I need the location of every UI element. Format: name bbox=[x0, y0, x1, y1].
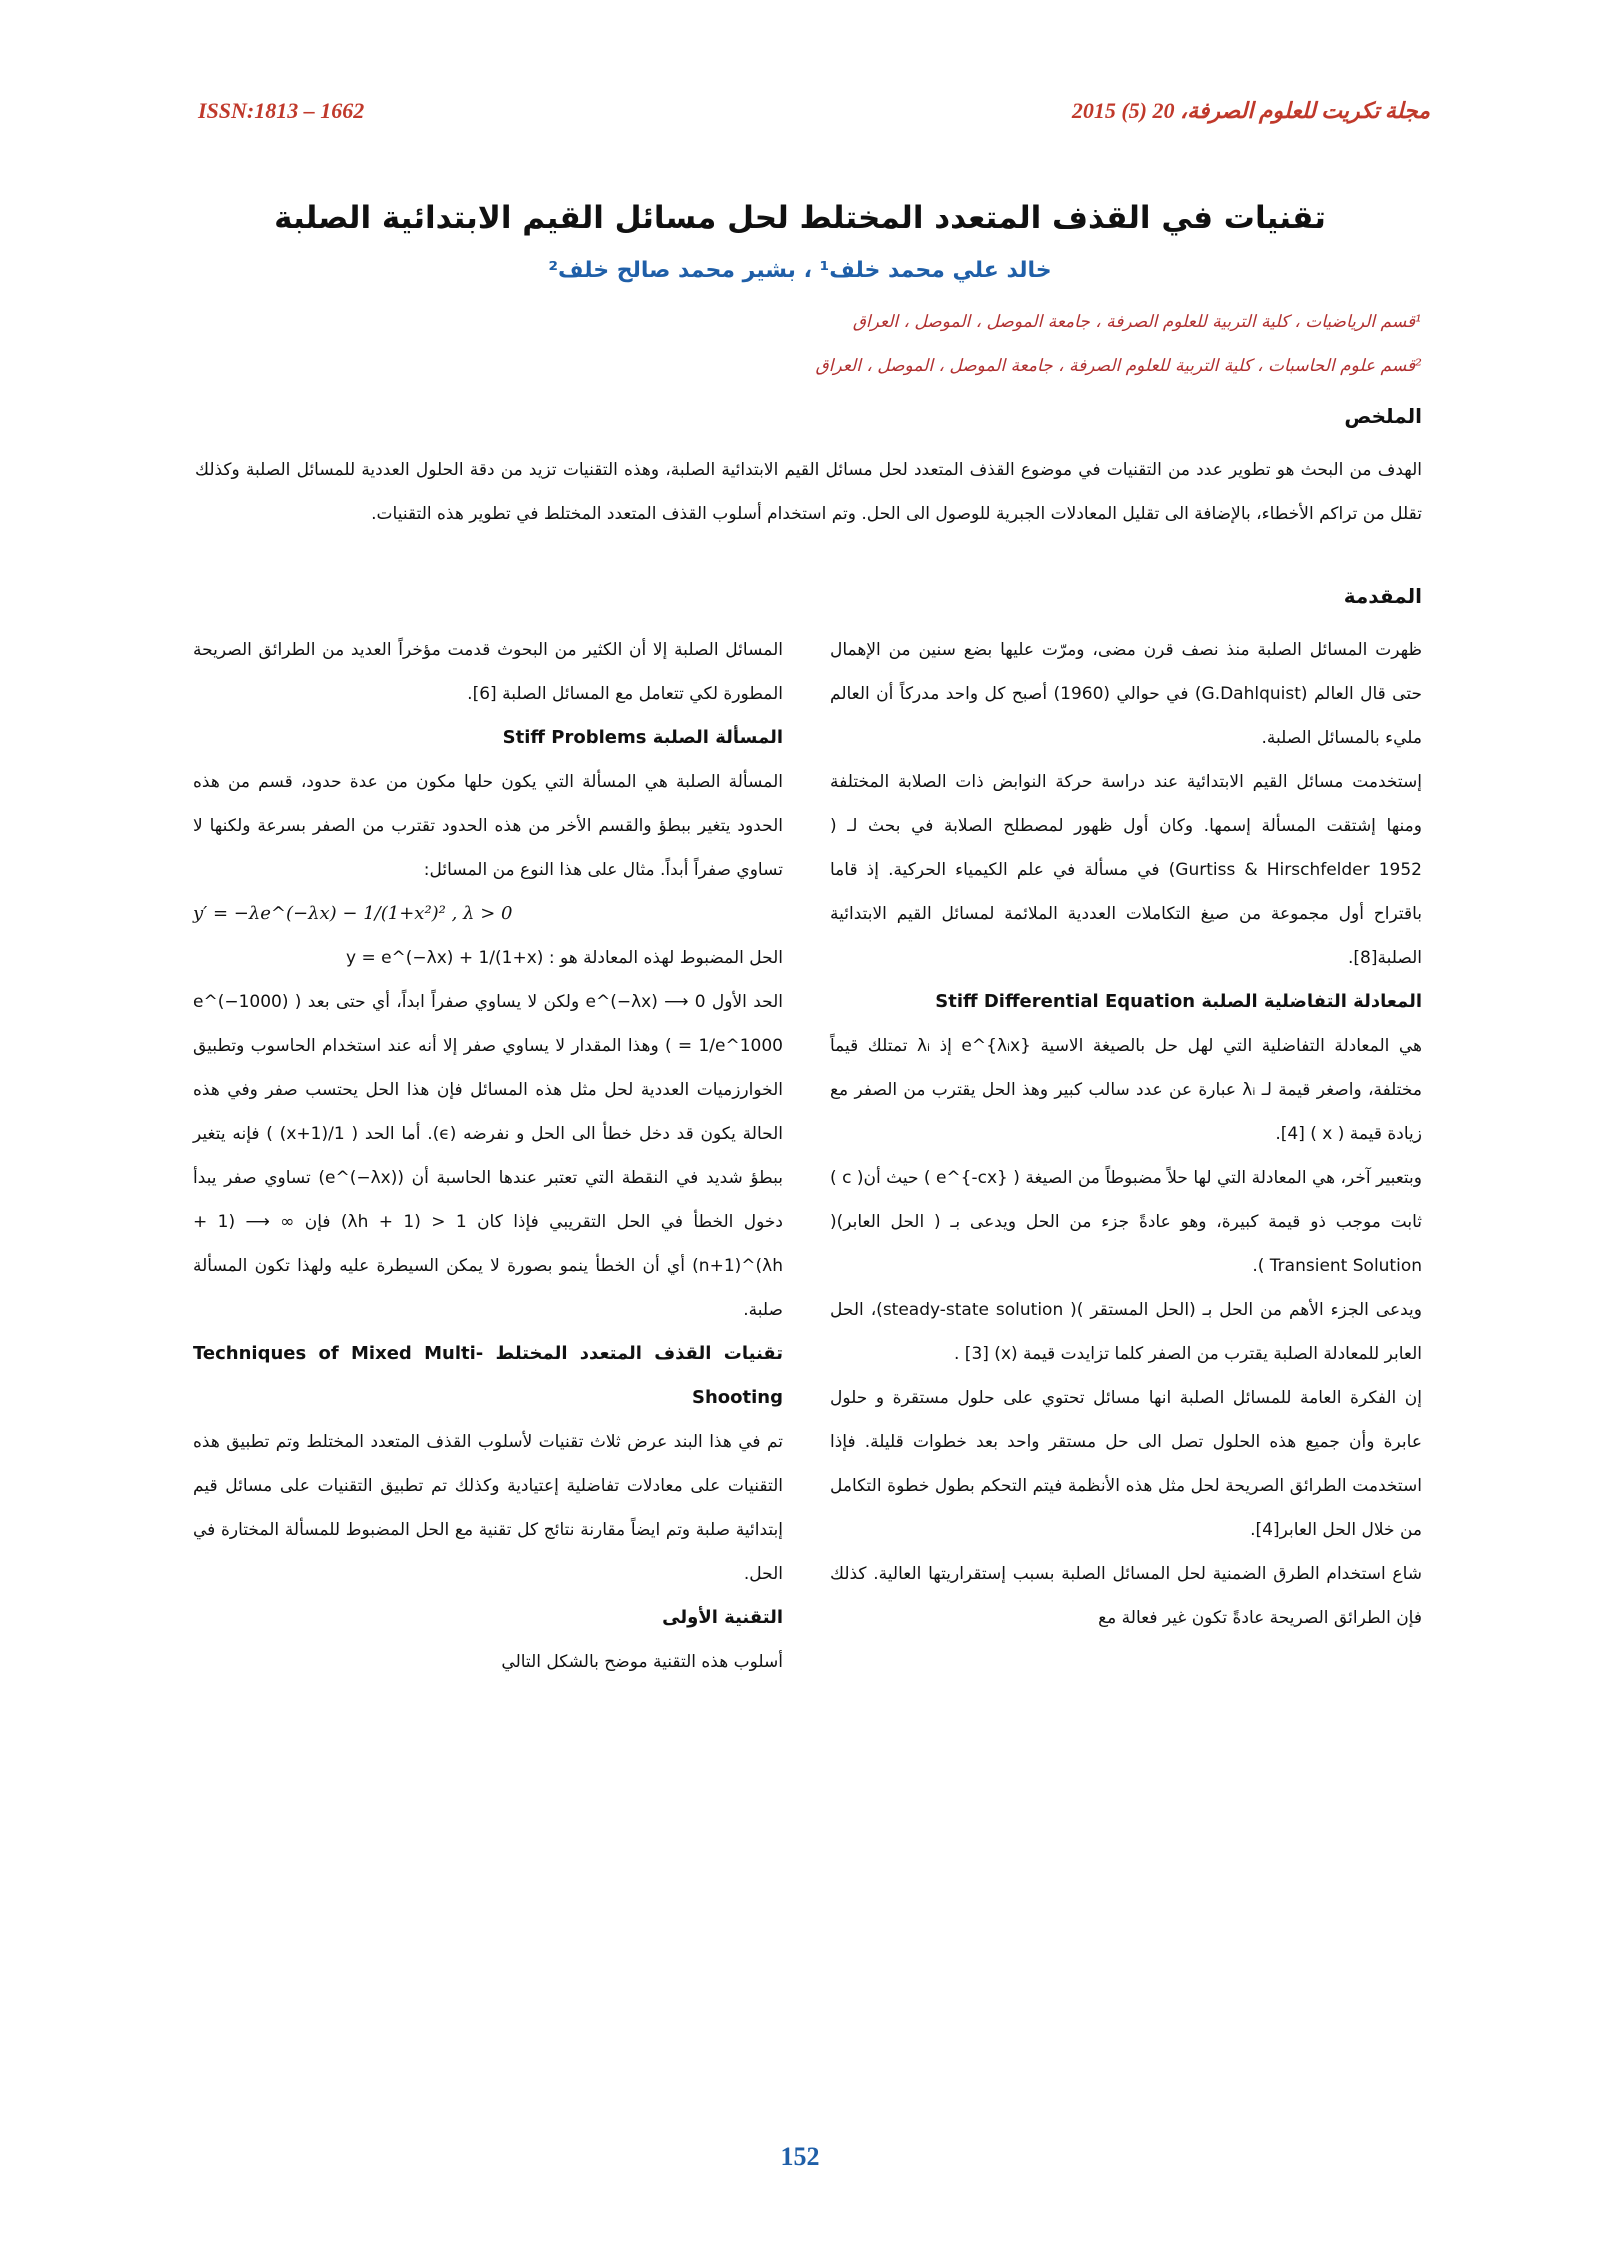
section-heading: تقنيات القذف المتعدد المختلط Techniques of Mixed Multi-Shooting bbox=[193, 1343, 784, 1408]
affiliation-1: ¹قسم الرياضيات ، كلية التربية للعلوم الصرفة ، جامعة الموصل ، الموصل ، العراق bbox=[852, 312, 1422, 332]
paragraph: إستخدمت مسائل القيم الابتدائية عند دراسة حركة النوابض ذات الصلابة المختلفة ومنها إشتقت المسألة إسمها. وكان أول ظهور لمصطلح الصلابة في بحث لـ ( Gurtiss & Hirschfelder 1952) في مسألة في علم الكيمياء الحركية. إذ قاما باقتراح أول مجموعة من صيغ التكاملات العددية الملائمة لمسائل القيم الابتدائية الصلبة[8]. bbox=[830, 772, 1422, 968]
equation: y′ = −λe^(−λx) − 1/(1+x²)² , λ > 0 bbox=[193, 903, 513, 924]
paragraph: الحل المضبوط لهذه المعادلة هو : y = e^(−λx) + 1/(1+x) bbox=[345, 948, 783, 968]
paper-title: تقنيات في القذف المتعدد المختلط لحل مسائل القيم الابتدائية الصلبة bbox=[274, 200, 1326, 236]
paragraph: ويدعى الجزء الأهم من الحل بـ (الحل المستقر )( steady-state solution)، الحل العابر للمعادلة الصلبة يقترب من الصفر كلما تزايدت قيمة (x) [3] . bbox=[830, 1300, 1422, 1364]
paragraph: هي المعادلة التفاضلية التي لهل حل بالصيغة الاسية e^{λᵢx} إذ λᵢ تمتلك قيماً مختلفة، واصغر قيمة لـ λᵢ عبارة عن عدد سالب كبير وهذ الحل يقترب من الصفر مع زيادة قيمة ( x ) [4]. bbox=[830, 1036, 1423, 1144]
left-column bbox=[193, 628, 783, 1684]
paragraph: ظهرت المسائل الصلبة منذ نصف قرن مضى، ومرّت عليها بضع سنين من الإهمال حتى قال العالم (G.Dahlquist) في حوالي (1960) أصبح كل واحد مدركاً أن العالم مليء بالمسائل الصلبة. bbox=[830, 640, 1422, 748]
paragraph: أسلوب هذه التقنية موضح بالشكل التالي bbox=[501, 1652, 783, 1672]
page-number: 152 bbox=[780, 2142, 820, 2171]
right-column bbox=[830, 628, 1422, 1640]
section-heading: المعادلة التفاضلية الصلبة Stiff Differential Equation bbox=[935, 991, 1422, 1012]
abstract-heading: الملخص bbox=[1344, 404, 1422, 428]
affiliation-2: ²قسم علوم الحاسبات ، كلية التربية للعلوم الصرفة ، جامعة الموصل ، الموصل ، العراق bbox=[815, 356, 1422, 376]
section-heading: التقنية الأولى bbox=[662, 1607, 783, 1628]
issn-header: ISSN:1813 – 1662 bbox=[198, 98, 365, 123]
paragraph: إن الفكرة العامة للمسائل الصلبة انها مسائل تحتوي على حلول مستقرة و حلول عابرة وأن جميع هذه الحلول تصل الى حل مستقر واحد بعد خطوات قليلة. فإذا استخدمت الطرائق الصريحة لحل مثل هذه الأنظمة فيتم التحكم بطول خطوة التكامل من خلال الحل العابر[4]. bbox=[830, 1388, 1422, 1540]
paragraph: المسائل الصلبة إلا أن الكثير من البحوث قدمت مؤخراً العديد من الطرائق الصريحة المطورة لكي تتعامل مع المسائل الصلبة [6]. bbox=[193, 640, 783, 704]
paragraph: شاع استخدام الطرق الضمنية لحل المسائل الصلبة بسبب إستقراريتها العالية. كذلك فإن الطرائق الصريحة عادةً تكون غير فعالة مع bbox=[830, 1564, 1422, 1628]
paragraph: تم في هذا البند عرض ثلاث تقنيات لأسلوب القذف المتعدد المختلط وتم تطبيق هذه التقنيات على معادلات تفاضلية إعتيادية وكذلك تم تطبيق التقنيات على مسائل قيم إبتدائية صلبة وتم ايضاً مقارنة نتائج كل تقنية مع الحل المضبوط للمسألة المختارة في الحل. bbox=[193, 1432, 783, 1584]
journal-header: مجلة تكريت للعلوم الصرفة، 20 (5) 2015 bbox=[1071, 98, 1430, 123]
abstract-text: الهدف من البحث هو تطوير عدد من التقنيات في موضوع القذف المتعدد لحل مسائل القيم الابتدائية الصلبة، وهذه التقنيات تزيد من دقة الحلول العددية للمسائل الصلبة وكذلك تقلل من تراكم الأخطاء، بالإضافة الى تقليل المعادلات الجبرية للوصول الى الحل. وتم استخدام أسلوب القذف المتعدد المختلط في تطوير هذه التقنيات. bbox=[195, 460, 1422, 524]
section-heading: المسألة الصلبة Stiff Problems bbox=[502, 727, 783, 748]
paragraph: الحد الأول e^(−λx) ⟶ 0 ولكن لا يساوي صفراً ابداً، أي حتى بعد ( e^(−1000) = 1/e^1000 ) وهذا المقدار لا يساوي صفر إلا أنه عند استخدام الحاسوب وتطبيق الخوارزميات العددية لحل مثل هذه المسائل فإن هذا الحل يحتسب صفر وفي هذه الحالة يكون قد دخل خطأ الى الحل و نفرضه (ϵ). أما الحد ( 1/(1+x) ) فإنه يتغير ببطؤ شديد في النقطة التي تعتبر عندها الحاسبة أن (e^(−λx)) تساوي صفر يبدأ دخول الخطأ في الحل التقريبي فإذا كان 1 < (1 + λh) فإن ∞ ⟶ (1 + λh)^(n+1) أي أن الخطأ ينمو بصورة لا يمكن السيطرة عليه ولهذا تكون المسألة صلبة. bbox=[193, 992, 784, 1320]
paragraph: وبتعبير آخر، هي المعادلة التي لها حلاً مضبوطاً من الصيغة ( e^{-cx} ) حيث أن( c ) ثابت موجب ذو قيمة كبيرة، وهو عادةً جزء من الحل ويدعى بـ ( الحل العابر)( Transient Solution ). bbox=[830, 1168, 1422, 1276]
intro-heading: المقدمة bbox=[1343, 584, 1422, 608]
authors: خالد علي محمد خلف¹ ، بشير محمد صالح خلف² bbox=[548, 258, 1052, 283]
paragraph: المسألة الصلبة هي المسألة التي يكون حلها مكون من عدة حدود، قسم من هذه الحدود يتغير ببطؤ والقسم الأخر من هذه الحدود تقترب من الصفر بسرعة ولكنها لا تساوي صفراً أبداً. مثال على هذا النوع من المسائل: bbox=[193, 772, 783, 880]
